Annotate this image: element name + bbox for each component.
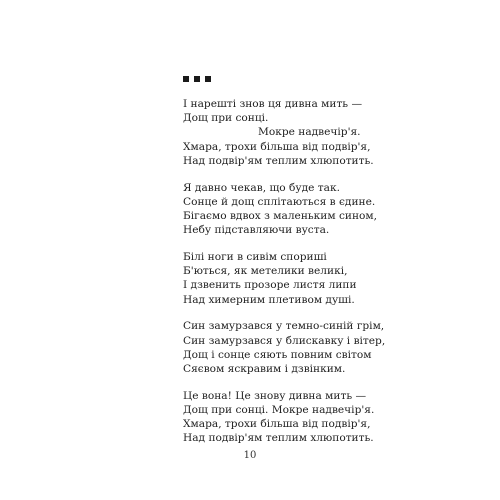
poem-line: Це вона! Це знову дивна мить —	[183, 389, 367, 402]
stanza-5	[183, 389, 443, 446]
poem-line: Сонце й дощ сплітаються в єдине.	[183, 195, 376, 208]
page-number: 10	[243, 450, 257, 461]
stanza-2	[183, 181, 443, 238]
ornament-square	[205, 76, 211, 82]
poem-line: Небу підставляючи вуста.	[183, 224, 330, 237]
poem-line: Бігаємо вдвох з маленьким сином,	[183, 210, 377, 223]
poem-line: Я давно чекав, що буде так.	[183, 181, 340, 194]
poem-line: Б'ються, як метелики великі,	[183, 265, 348, 278]
poem-line: Хмара, трохи більша від подвір'я,	[183, 418, 371, 431]
stanza-3	[183, 250, 443, 307]
poem-line: Дощ при сонці.	[183, 112, 269, 125]
ornament-square	[194, 76, 200, 82]
poem-line: Мокре надвечір'я.	[258, 126, 361, 139]
poem-line: Син замурзався у блискавку і вітер,	[183, 334, 386, 347]
poem-line: Дощ і сонце сяють повним світом	[183, 348, 372, 361]
poem-line: Сяєвом яскравим і дзвінким.	[183, 363, 346, 376]
poem-line: Хмара, трохи більша від подвір'я,	[183, 140, 371, 153]
poem-text	[183, 97, 443, 458]
poem-line: І нарешті знов ця дивна мить —	[183, 98, 363, 110]
poem-line: Син замурзався у темно-синій грім,	[183, 320, 385, 333]
poem-line: Над химерним плетивом душі.	[183, 293, 355, 306]
poem-line: Над подвір'ям теплим хлюпотить.	[183, 154, 374, 167]
stanza-1	[183, 97, 443, 168]
poem-line: Білі ноги в сивім спориші	[183, 251, 327, 264]
stanza-4	[183, 319, 443, 376]
poem-line: Над подвір'ям теплим хлюпотить.	[183, 432, 374, 445]
ornament-square	[183, 76, 189, 82]
poem-line: І дзвенить прозоре листя липи	[183, 279, 357, 292]
poem-line: Дощ при сонці. Мокре надвечір'я.	[183, 404, 375, 417]
section-ornament	[183, 76, 211, 82]
